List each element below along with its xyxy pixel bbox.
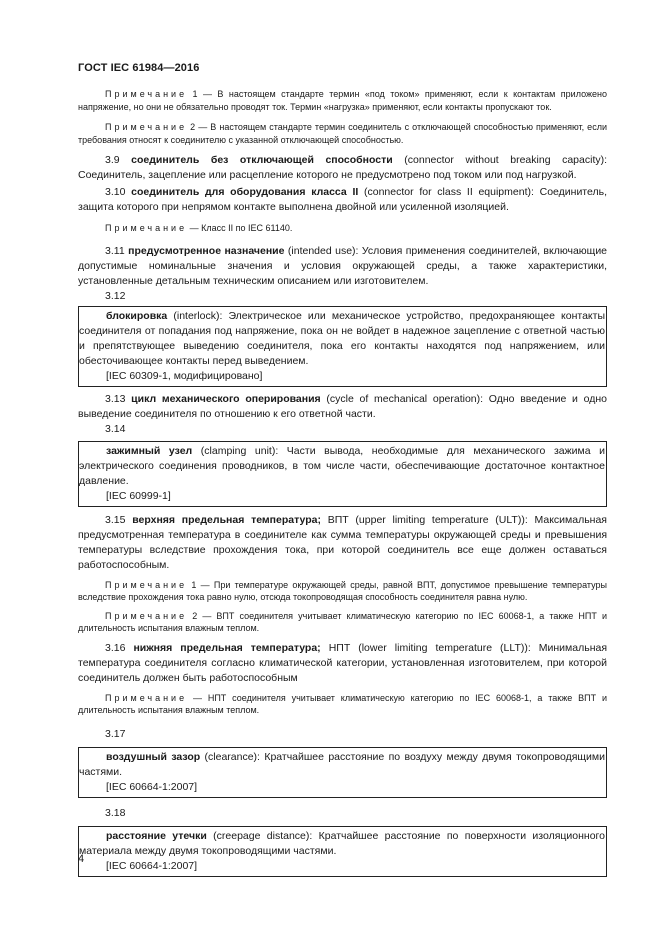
definition-3-11 (78, 244, 607, 289)
definition-3-12 (79, 309, 606, 369)
term: нижняя предельная температура; (133, 641, 321, 654)
note-label: Примечание (105, 89, 188, 99)
note-text: — Класс II по IEC 61140. (189, 223, 293, 233)
note (78, 579, 607, 604)
note (78, 88, 607, 113)
term: воздушный зазор (106, 750, 201, 763)
source-reference: [IEC 60309-1, модифицировано] (106, 369, 263, 382)
note-number: 1 (191, 579, 197, 590)
definition-3-14 (79, 444, 606, 489)
clause-number: 3.18 (105, 806, 126, 819)
clause-number: 3.15 (105, 513, 126, 526)
definition-box-3-18 (78, 826, 607, 877)
note-text: — ВПТ соединителя учитывает климатическую категорию по IEC 60068-1, а также НПТ и длительность испытания влажным теплом. (78, 610, 607, 633)
definition-box-3-17 (78, 747, 607, 798)
clause-number: 3.9 (105, 154, 120, 166)
definition-3-17 (79, 750, 606, 780)
definition-text: НПТ (lower limiting temperature (LLT)): Минимальная температура соединителя согласно климатической категории, установленная изготовителем, при которой соединитель должен быть работоспособным (78, 641, 608, 684)
clause-number: 3.10 (105, 186, 126, 198)
definition-box-3-14 (78, 441, 607, 507)
term: соединитель для оборудования класса II (131, 186, 359, 198)
definition-text: (intended use): Условия применения соединителей, включающие допустимые номинальные значения и условия окружающей среды, а также характеристики, установленные детальным техническим описанием или изготовителем. (78, 244, 608, 287)
note-label: Примечание (105, 610, 188, 621)
term: соединитель без отключающей способности (131, 154, 393, 166)
definition-3-13 (78, 392, 607, 422)
term: цикл механического оперирования (131, 392, 321, 405)
note-label: Примечание (105, 223, 188, 233)
document-header: ГОСТ IEC 61984—2016 (78, 62, 200, 74)
note-number: 2 (190, 122, 196, 132)
definition-3-16 (78, 641, 607, 686)
note-text: — В настоящем стандарте термин «под током» применяют, если к контактам приложено напряжение, но они не обязательно проводят ток. Термин «нагрузка» применяют, если контакты пропускают ток. (78, 89, 607, 112)
definition-text: (connector without breaking capacity): Соединитель, зацепление или расцепление которого не предусмотрено под током или под нагрузкой. (78, 154, 608, 181)
page-content (78, 87, 607, 877)
term: верхняя предельная температура; (132, 513, 321, 526)
note-number: 1 (192, 89, 198, 99)
source-reference: [IEC 60664-1:2007] (106, 859, 198, 872)
definition-3-10 (78, 185, 607, 215)
definition-text: (interlock): Электрическое или механическое устройство, предохраняющее контакты соединителя от попадания под напряжение, пока он не войдет в надежное зацепление с ответной частью и препятствующее выведению соединителя, пока его контакты находятся под напряжением, или обесточивающее контакты перед выведением. (79, 309, 606, 367)
note-label: Примечание (105, 122, 188, 132)
definition-box-3-12 (78, 306, 607, 387)
page-number: 4 (78, 853, 85, 865)
definition-text: ВПТ (upper limiting temperature (ULT)): Максимальная предусмотренная температура в соединителе как сумма температуры окружающей среды и превышения температуры вследствие прохождения тока, при которой соединитель все еще должен оставаться работоспособным. (78, 513, 607, 571)
note-label: Примечание (105, 692, 188, 703)
term: предусмотренное назначение (128, 244, 285, 257)
clause-number: 3.16 (105, 641, 126, 654)
term: зажимный узел (106, 444, 193, 457)
note (78, 222, 607, 235)
definition-text: (cycle of mechanical operation): Одно введение и одно выведение соединителя по отношению к его ответной части. (78, 392, 607, 420)
definition-text: (clamping unit): Части вывода, необходимые для механического зажима и электрического соединения проводников, в том числе части, обеспечивающие достаточное контактное давление. (79, 444, 605, 487)
definition-3-9 (78, 153, 607, 183)
note (78, 610, 607, 635)
definition-3-18 (79, 829, 606, 859)
note-label: Примечание (105, 579, 188, 590)
definition-text: (connector for class II equipment): Соединитель, защита которого при непрямом контакте выполнена двойной или усиленной изоляцией. (78, 186, 607, 213)
clause-number: 3.14 (105, 422, 126, 435)
note-text: — При температуре окружающей среды, равной ВПТ, допустимое превышение температуры вследствие прохождения тока равно нулю, отсюда токопроводящая способность соединителя равна нулю. (78, 579, 607, 602)
term: расстояние утечки (106, 829, 207, 842)
clause-number: 3.11 (105, 244, 125, 257)
note-text: — НПТ соединителя учитывает климатическую категорию по IEC 60068-1, а также ВПТ и длительность испытания влажным теплом. (78, 692, 607, 715)
definition-text: (creepage distance): Кратчайшее расстояние по поверхности изоляционного материала между двумя токопроводящими частями. (79, 829, 605, 857)
note-number: 2 (192, 610, 198, 621)
source-reference: [IEC 60999-1] (106, 489, 171, 502)
clause-number: 3.12 (105, 289, 126, 302)
note-text: — В настоящем стандарте термин соединитель с отключающей способностью применяют, если требования относят к соединителю с указанной отключающей способностью. (78, 122, 607, 145)
definition-text: (clearance): Кратчайшее расстояние по воздуху между двумя токопроводящими частями. (79, 750, 605, 778)
note (78, 121, 607, 146)
term: блокировка (106, 309, 168, 322)
source-reference: [IEC 60664-1:2007] (106, 780, 198, 793)
clause-number: 3.17 (105, 727, 126, 740)
clause-number: 3.13 (105, 392, 126, 405)
note (78, 692, 607, 717)
definition-3-15 (78, 513, 607, 573)
